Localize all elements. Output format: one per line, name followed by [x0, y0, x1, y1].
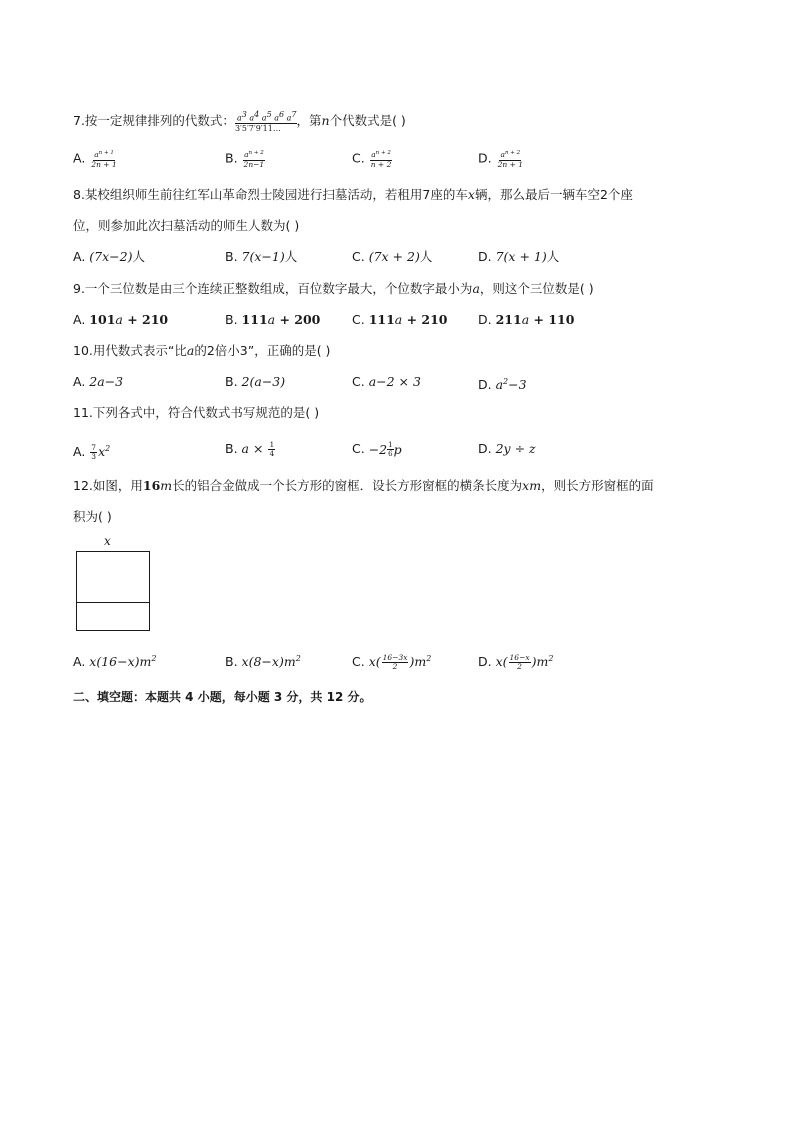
- q11-option-a[interactable]: A. $\frac{7}{3}$ $x^2$: [73, 442, 111, 462]
- figure-width-label: x: [104, 534, 111, 548]
- q11-option-b[interactable]: B. a × $\frac{1}{4}$: [225, 439, 275, 458]
- q10-option-a[interactable]: A. 2a−3: [73, 374, 124, 389]
- q9-option-b[interactable]: B. 111a + 200: [225, 312, 321, 327]
- q9-option-d[interactable]: D. 211a + 110: [478, 312, 575, 327]
- q12-option-b[interactable]: B. $x(8-x)m^2$: [225, 654, 301, 670]
- q7-option-b[interactable]: B. $\frac{a^{n + 2}}{2n-1}$: [225, 150, 265, 169]
- q12-option-c[interactable]: C. x( $\frac{16-3x}{2}$ )$m^2$: [352, 652, 432, 672]
- q8-option-b[interactable]: B. 7(x−1)人: [225, 249, 298, 264]
- q12-stem-line1: 12.如图，用16m长的铝合金做成一个长方形的窗框．设长方形窗框的横条长度为xm，则长方形窗框的面: [73, 478, 654, 493]
- q11-option-d[interactable]: D. 2y ÷ z: [478, 441, 536, 456]
- q8-stem-line2: 位，则参加此次扫墓活动的师生人数为( ): [73, 218, 300, 233]
- q10-option-d[interactable]: D. $a^2-3$: [478, 377, 527, 393]
- q9-stem: 9.一个三位数是由三个连续正整数组成，百位数字最大，个位数字最小为a，则这个三位数是( ): [73, 281, 594, 296]
- q8-stem-line1: 8.某校组织师生前往红军山革命烈士陵园进行扫墓活动，若租用7座的车x辆，那么最后一辆车空2个座: [73, 187, 633, 202]
- q12-option-a[interactable]: A. $x(16-x)m^2$: [73, 654, 157, 670]
- q12-stem-line2: 积为( ): [73, 509, 112, 524]
- q12-option-d[interactable]: D. x( $\frac{16-x}{2}$ )$m^2$: [478, 652, 554, 672]
- window-frame-figure: [76, 551, 150, 631]
- q10-option-c[interactable]: C. a−2 × 3: [352, 374, 421, 389]
- q7-stem: 7.按一定规律排列的代数式： $\frac{a^3 a^4 a^5 a^6 a^7}{3'5'7'9'11\dots}$ ，第n个代数式是( ): [73, 110, 406, 133]
- q7-option-c[interactable]: C. $\frac{a^{n + 2}}{n + 2}$: [352, 150, 392, 169]
- q11-stem: 11.下列各式中，符合代数式书写规范的是( ): [73, 405, 320, 420]
- q7-option-d[interactable]: D. $\frac{a^{n + 2}}{2n + 1}$: [478, 150, 524, 169]
- q7-option-a[interactable]: A. $\frac{a^{n + 1}}{2n + 1}$: [73, 150, 117, 169]
- q10-stem: 10.用代数式表示“比a的2倍小3”，正确的是( ): [73, 343, 331, 358]
- section-heading-fill-in: 二、填空题：本题共 4 小题，每小题 3 分，共 12 分。: [73, 690, 372, 704]
- window-crossbar: [77, 602, 149, 603]
- q9-option-c[interactable]: C. 111a + 210: [352, 312, 448, 327]
- q9-option-a[interactable]: A. 101a + 210: [73, 312, 169, 327]
- q7-sequence: $\frac{a^3 a^4 a^5 a^6 a^7}{3'5'7'9'11\dots}$: [234, 110, 297, 133]
- q8-option-d[interactable]: D. 7(x + 1)人: [478, 249, 560, 264]
- q8-option-c[interactable]: C. (7x + 2)人: [352, 249, 433, 264]
- q8-option-a[interactable]: A. (7x−2)人: [73, 249, 145, 264]
- q10-option-b[interactable]: B. 2(a−3): [225, 374, 286, 389]
- q11-option-c[interactable]: C. −2 $\frac{1}{6}$ p: [352, 441, 402, 458]
